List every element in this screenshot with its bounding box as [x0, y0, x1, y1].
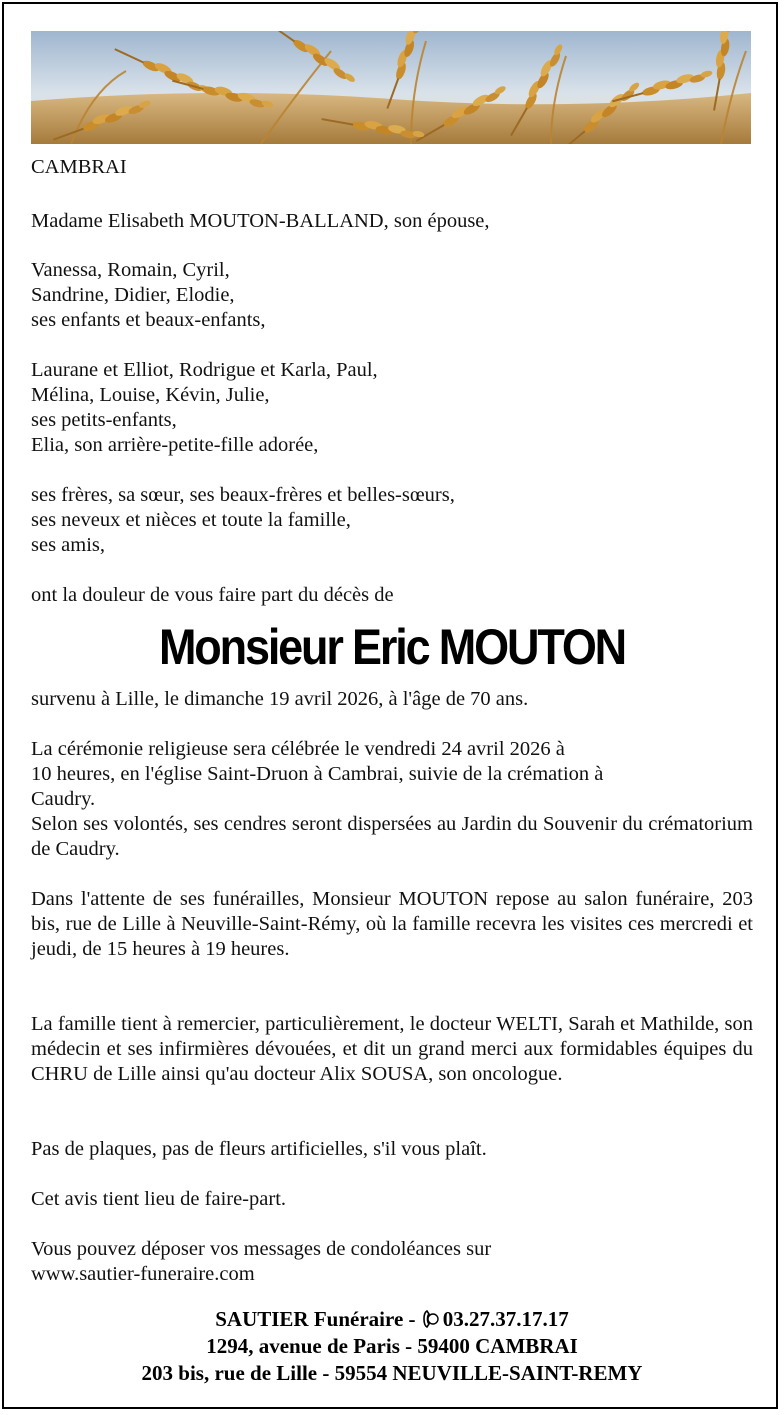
grandchildren-line: ses petits-enfants, [31, 409, 177, 431]
ceremony-block [31, 737, 753, 812]
ashes-paragraph: Selon ses volontés, ses cendres seront dispersées au Jardin du Souvenir du crématorium de Caudry. [31, 813, 753, 860]
ceremony-line: Caudry. [31, 788, 96, 810]
phone-icon [421, 1309, 441, 1329]
deceased-name: Monsieur Eric MOUTON [158, 619, 626, 675]
no-flowers-line: Pas de plaques, pas de fleurs artificielles, s'il vous plaît. [31, 1138, 487, 1160]
ceremony-line: 10 heures, en l'église Saint-Druon à Cambrai, suivie de la crémation à [31, 763, 604, 785]
condolences-block [31, 1237, 753, 1287]
condolences-line: Vous pouvez déposer vos messages de condoléances sur [31, 1238, 492, 1260]
funeral-home-footer [0, 1306, 784, 1387]
grandchildren-block [31, 358, 753, 458]
children-line: Sandrine, Didier, Elodie, [31, 284, 235, 306]
city-heading: CAMBRAI [31, 156, 127, 178]
family-line: ses amis, [31, 534, 106, 556]
family-line: ses frères, sa sœur, ses beaux-frères et belles-sœurs, [31, 484, 455, 506]
spouse-line: Madame Elisabeth MOUTON-BALLAND, son épouse, [31, 210, 490, 232]
grandchildren-line: Laurane et Elliot, Rodrigue et Karla, Paul, [31, 359, 378, 381]
thanks-paragraph: La famille tient à remercier, particulièrement, le docteur WELTI, Sarah et Mathilde, son médecin et ses infirmières dévouées, et dit un grand merci aux formidables équipes du CHRU de Lille ainsi qu'au docteur Alix SOUSA, son oncologue. [31, 1013, 753, 1085]
faire-part-line: Cet avis tient lieu de faire-part. [31, 1188, 287, 1210]
footer-address-2: 203 bis, rue de Lille - 59554 NEUVILLE-SAINT-REMY [141, 1361, 643, 1385]
ceremony-line: La cérémonie religieuse sera célébrée le vendredi 24 avril 2026 à [31, 738, 565, 760]
condolences-url[interactable]: www.sautier-funeraire.com [31, 1263, 255, 1285]
footer-phone[interactable]: 03.27.37.17.17 [442, 1307, 569, 1331]
grandchildren-line: Elia, son arrière-petite-fille adorée, [31, 434, 319, 456]
death-line: survenu à Lille, le dimanche 19 avril 2026, à l'âge de 70 ans. [31, 688, 529, 710]
children-line: ses enfants et beaux-enfants, [31, 309, 266, 331]
grandchildren-line: Mélina, Louise, Kévin, Julie, [31, 384, 270, 406]
children-block [31, 258, 753, 333]
family-block [31, 483, 753, 558]
footer-company-line [0, 1306, 784, 1333]
children-line: Vanessa, Romain, Cyril, [31, 259, 230, 281]
footer-company: SAUTIER Funéraire - [215, 1307, 421, 1331]
wheat-banner-image [31, 31, 751, 144]
announcement-line: ont la douleur de vous faire part du décès de [31, 584, 394, 606]
visitation-paragraph: Dans l'attente de ses funérailles, Monsieur MOUTON repose au salon funéraire, 203 bis, rue de Lille à Neuville-Saint-Rémy, où la famille recevra les visites ces mercredi et jeudi, de 15 heures à 19 heures. [31, 888, 753, 960]
footer-address-1: 1294, avenue de Paris - 59400 CAMBRAI [206, 1334, 578, 1358]
family-line: ses neveux et nièces et toute la famille, [31, 509, 351, 531]
